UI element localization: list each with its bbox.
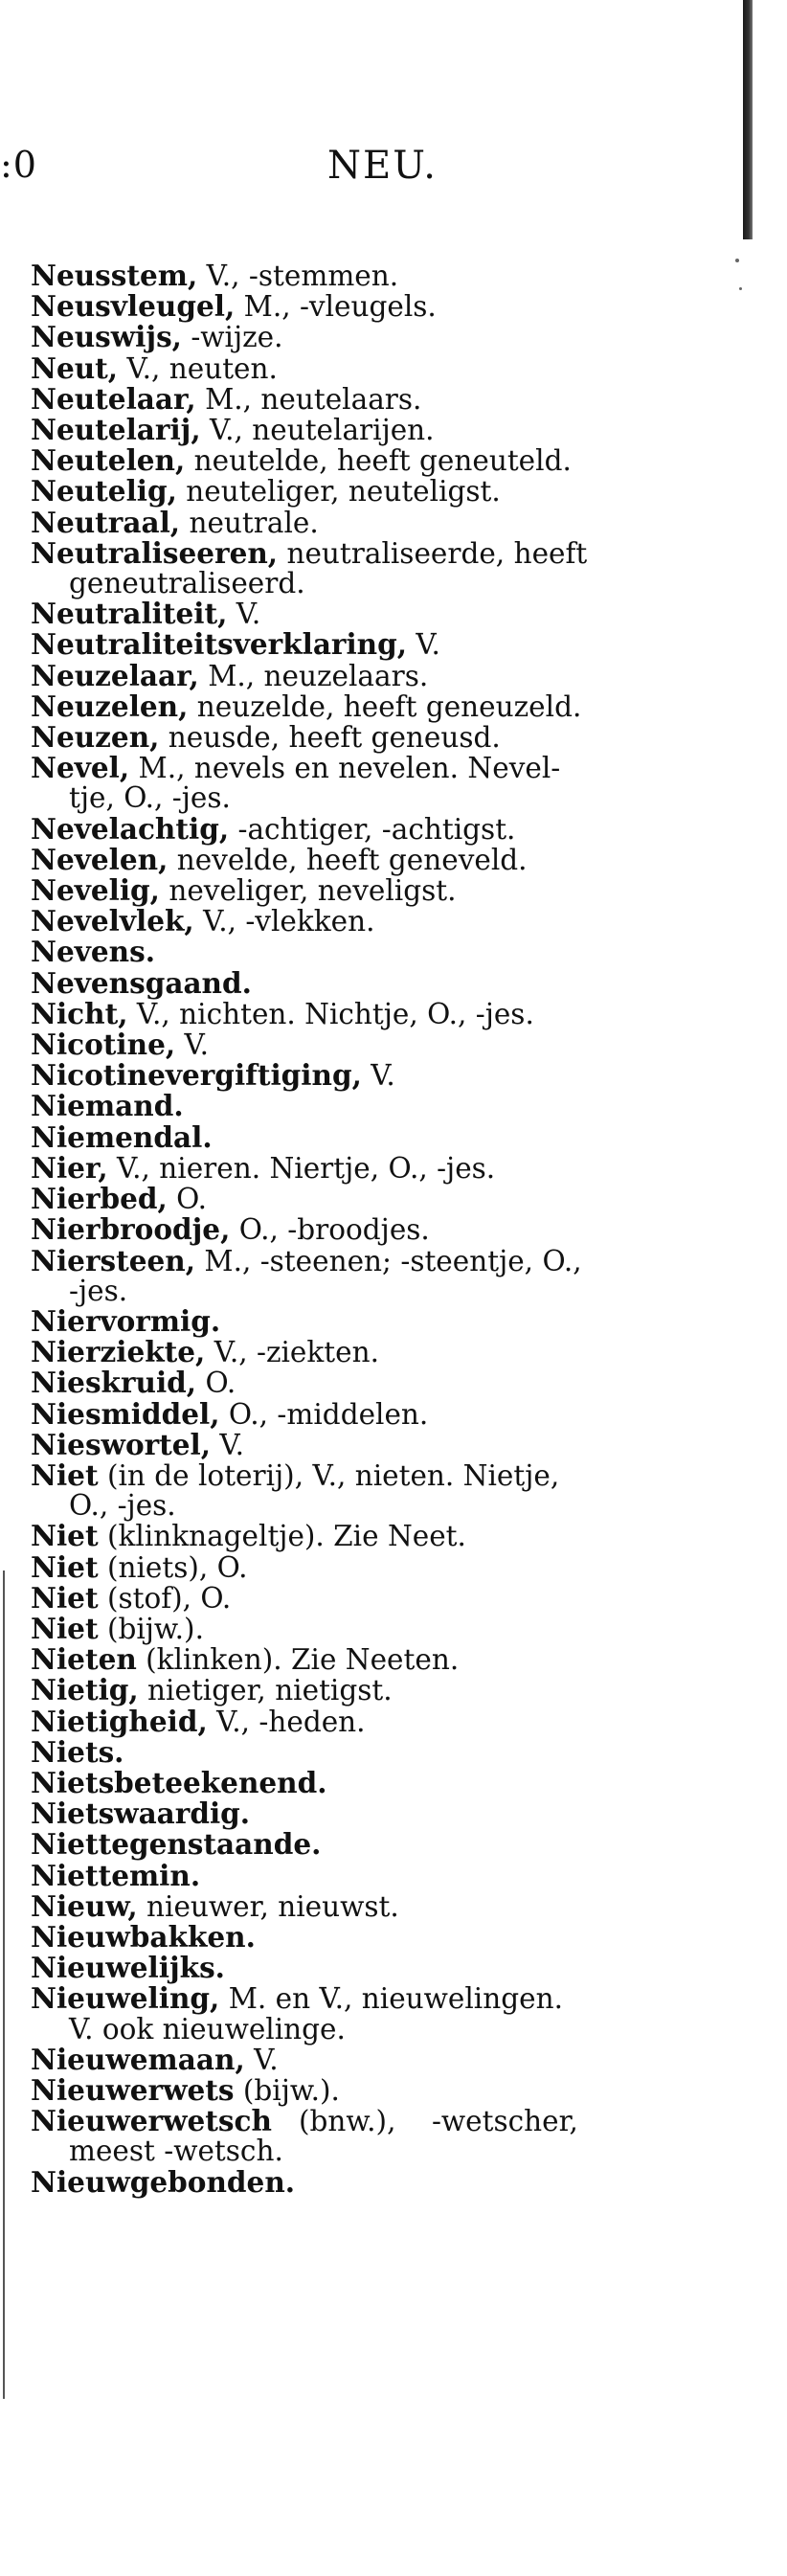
entry-line (31, 629, 758, 660)
entry-line (31, 445, 758, 476)
entry-headword: Nieten (31, 1642, 137, 1677)
entry-headword: Neutelaar, (31, 381, 196, 416)
entry-headword: Niet (31, 1580, 99, 1615)
entry-definition: M., neutelaars. (195, 382, 422, 416)
entry-definition: (bijw.). (234, 2073, 340, 2107)
gutter-line (3, 1570, 5, 2399)
entry-headword: Nieuwemaan, (31, 2042, 245, 2076)
entry-headword: Neutraliteit, (31, 597, 228, 631)
entry-definition: neutrale. (180, 506, 319, 539)
entry-line (31, 1119, 758, 1154)
entry-continuation: meest -wetsch. (69, 2135, 283, 2168)
dictionary-entry (31, 722, 758, 753)
dictionary-entry (31, 350, 758, 385)
entry-line (31, 691, 758, 722)
entry-headword: Nicht, (31, 996, 128, 1030)
entry-line (31, 658, 758, 692)
entry-line (31, 937, 758, 967)
entry-definition: nieuwer, nieuwst. (137, 1889, 399, 1923)
dictionary-entry (31, 291, 758, 322)
entry-headword: Nieuwgebonden. (31, 2164, 296, 2199)
entry-line (31, 1858, 758, 1892)
entry-line (31, 1396, 758, 1431)
entry-headword: Neutelig, (31, 474, 177, 508)
dictionary-entry (31, 476, 758, 507)
entry-definition: nevelde, heeft geneveld. (168, 843, 528, 876)
dictionary-entry (31, 1150, 758, 1185)
entry-definition: neuteliger, neuteligst. (176, 475, 501, 508)
entry-headword: Niervormig. (31, 1303, 221, 1338)
entry-line (31, 906, 758, 937)
entry-line (31, 2164, 758, 2199)
entry-line (31, 875, 758, 906)
dictionary-entry (31, 1765, 758, 1799)
dictionary-entry (31, 1521, 758, 1551)
dictionary-entry (31, 1060, 758, 1091)
entry-continuation: geneutraliseerd. (69, 567, 305, 600)
entry-definition: M., -vleugels. (235, 290, 437, 324)
entry-definition: V., neuten. (118, 351, 278, 385)
dictionary-entry (31, 937, 758, 967)
entry-headword: Niet (31, 1611, 99, 1645)
entry-headword: Nieskruid, (31, 1366, 197, 1400)
dictionary-entry (31, 1888, 758, 1923)
dictionary-entry (31, 2042, 758, 2076)
entry-line (31, 535, 758, 570)
dictionary-entry (31, 965, 758, 1000)
entry-definition: V., neutelarijen. (200, 414, 435, 447)
entry-headword: Neusvleugel, (31, 289, 236, 324)
entry-headword: Nicotine, (31, 1028, 176, 1062)
dictionary-entry (31, 996, 758, 1030)
entry-line (31, 1243, 758, 1277)
entry-definition: V., -ziekten. (205, 1336, 379, 1369)
entry-headword: Neutraal, (31, 505, 181, 539)
entry-definition: -wijze. (181, 321, 283, 354)
running-head: NEU. (327, 144, 438, 188)
entry-headword: Niet (31, 1519, 99, 1553)
entry-line (31, 1675, 758, 1706)
dictionary-entry (31, 1919, 758, 1954)
entry-definition: (klinken). Zie Neeten. (136, 1643, 460, 1677)
dictionary-entry (31, 811, 758, 846)
entry-definition: neutelde, heeft geneuteld. (185, 444, 572, 478)
dictionary-entry (31, 1675, 758, 1706)
entry-definition: neusde, heeft geneusd. (159, 721, 501, 755)
entry-headword: Nieuwbakken. (31, 1919, 256, 1954)
entry-headword: Nietsbeteekenend. (31, 1765, 327, 1799)
entry-line (31, 965, 758, 1000)
dictionary-entry (31, 599, 758, 629)
page-edge-mark (743, 0, 753, 239)
entry-definition: O. (167, 1183, 207, 1216)
dictionary-entry (31, 1091, 758, 1121)
entry-definition: V., -stemmen. (197, 260, 399, 292)
dictionary-entry (31, 1549, 758, 1584)
entry-continuation: V. ook nieuwelinge. (69, 2012, 346, 2045)
entry-definition: neveliger, neveligst. (159, 874, 457, 908)
entry-headword: Nevens. (31, 935, 155, 969)
entry-headword: Nieuw, (31, 1888, 138, 1923)
entry-line (31, 260, 758, 291)
entry-definition: (bnw.), -wetscher, (271, 2105, 578, 2138)
entry-line (31, 1706, 758, 1737)
entry-line (31, 1427, 758, 1461)
entry-definition: V., nieren. Niertje, O., -jes. (107, 1151, 496, 1185)
entry-headword: Neutraliteitsverklaring, (31, 627, 408, 662)
entry-definition: V. (227, 598, 261, 631)
entry-headword: Nevelvlek, (31, 904, 194, 938)
dictionary-entry (31, 842, 758, 876)
entry-line (31, 1184, 758, 1214)
entry-line (31, 1091, 758, 1121)
entry-line (31, 1953, 758, 1983)
dictionary-entry (31, 1953, 758, 1983)
dictionary-entry (31, 629, 758, 660)
entry-headword: Neut, (31, 350, 119, 385)
dictionary-entry (31, 1580, 758, 1615)
dictionary-entry (31, 2072, 758, 2107)
entry-line (31, 1734, 758, 1769)
entry-headword: Nieswortel, (31, 1427, 212, 1461)
entry-continuation: O., -jes. (69, 1489, 176, 1523)
entry-headword: Niemendal. (31, 1119, 213, 1154)
entry-line (31, 505, 758, 539)
entry-definition: V. (244, 2043, 279, 2076)
entry-line (31, 2042, 758, 2076)
entry-line (31, 753, 758, 783)
entry-definition: M., nevels en nevelen. Nevel- (129, 752, 561, 785)
entry-headword: Nier, (31, 1150, 108, 1185)
entry-headword: Neuzen, (31, 720, 160, 755)
entry-line (31, 1521, 758, 1551)
dictionary-entries (31, 260, 758, 2198)
entry-headword: Nevelen, (31, 842, 169, 876)
entry-line (31, 1549, 758, 1584)
dictionary-entry (31, 1829, 758, 1860)
entry-line (31, 1644, 758, 1675)
entry-line (31, 1214, 758, 1245)
entry-headword: Niettegenstaande. (31, 1827, 322, 1862)
dictionary-entry (31, 1706, 758, 1737)
entry-definition: (bijw.). (98, 1612, 204, 1645)
dictionary-entry (31, 2164, 758, 2199)
entry-line (31, 350, 758, 385)
dictionary-entry (31, 1303, 758, 1338)
entry-line (31, 2072, 758, 2107)
dictionary-entry (31, 1243, 758, 1307)
dictionary-entry (31, 1337, 758, 1367)
entry-line (31, 842, 758, 876)
entry-headword: Nicotinevergiftiging, (31, 1058, 362, 1093)
dictionary-entry (31, 1427, 758, 1461)
entry-headword: Niemand. (31, 1089, 184, 1123)
entry-headword: Nevensgaand. (31, 965, 252, 1000)
entry-headword: Neutelen, (31, 443, 186, 478)
dictionary-entry (31, 535, 758, 600)
dictionary-entry (31, 1734, 758, 1769)
entry-definition: M., neuzelaars. (198, 659, 429, 692)
entry-headword: Niet (31, 1457, 99, 1492)
dictionary-entry (31, 658, 758, 692)
dictionary-entry (31, 381, 758, 416)
entry-line (31, 415, 758, 445)
entry-definition: O., -middelen. (219, 1397, 429, 1431)
entry-line (31, 1983, 758, 2014)
entry-line (31, 2106, 758, 2136)
entry-definition: V. (211, 1428, 244, 1461)
entry-line (31, 1060, 758, 1091)
entry-headword: Nevel, (31, 751, 130, 785)
entry-headword: Niersteen, (31, 1243, 195, 1277)
entry-line (31, 811, 758, 846)
entry-definition: V., -vlekken. (193, 905, 375, 938)
dictionary-entry (31, 322, 758, 352)
entry-headword: Nietigheid, (31, 1704, 208, 1738)
entry-line (31, 1888, 758, 1923)
entry-definition: (in de loterij), V., nieten. Nietje, (98, 1458, 560, 1492)
entry-headword: Nieuweling, (31, 1981, 220, 2016)
dictionary-entry (31, 1184, 758, 1214)
entry-headword: Niesmiddel, (31, 1396, 220, 1431)
entry-line (31, 1765, 758, 1799)
entry-definition: nietiger, nietigst. (138, 1674, 393, 1707)
entry-headword: Nierbed, (31, 1182, 168, 1216)
entry-headword: Niettemin. (31, 1858, 201, 1892)
entry-line (31, 1457, 758, 1492)
entry-headword: Neuzelen, (31, 689, 189, 723)
dictionary-entry (31, 753, 758, 813)
entry-definition: V. (361, 1059, 395, 1093)
entry-headword: Niets. (31, 1734, 124, 1769)
entry-line (31, 476, 758, 507)
entry-definition: -achtiger, -achtigst. (229, 812, 516, 846)
entry-headword: Nieuwerwetsch (31, 2104, 272, 2138)
entry-continuation: tje, O., -jes. (69, 781, 231, 815)
entry-line (31, 1029, 758, 1060)
dictionary-entry (31, 1611, 758, 1645)
entry-definition: V., -heden. (207, 1705, 366, 1738)
entry-headword: Neutelarij, (31, 413, 201, 447)
entry-headword: Nierziekte, (31, 1335, 206, 1369)
dictionary-entry (31, 505, 758, 539)
entry-line (31, 1611, 758, 1645)
dictionary-entry (31, 1119, 758, 1154)
entry-line (31, 1150, 758, 1185)
dictionary-entry (31, 1029, 758, 1060)
entry-line (31, 1303, 758, 1338)
entry-headword: Neuzelaar, (31, 658, 199, 692)
entry-definition: M. en V., nieuwelingen. (219, 1982, 563, 2016)
entry-line (31, 291, 758, 322)
dictionary-entry (31, 1858, 758, 1892)
entry-line (31, 1580, 758, 1615)
entry-headword: Nieuwelijks. (31, 1951, 225, 1985)
entry-definition: neuzelde, heeft geneuzeld. (188, 689, 582, 723)
entry-line (31, 1337, 758, 1367)
dictionary-entry (31, 1367, 758, 1398)
dictionary-entry (31, 445, 758, 476)
dictionary-entry (31, 1983, 758, 2044)
entry-definition: neutraliseerde, heeft (278, 536, 588, 570)
dictionary-entry (31, 1214, 758, 1245)
dictionary-entry (31, 2106, 758, 2166)
entry-definition: O., -broodjes. (230, 1213, 430, 1247)
entry-line (31, 1798, 758, 1829)
entry-definition: O. (196, 1367, 236, 1400)
dictionary-entry (31, 1644, 758, 1675)
entry-line (31, 1367, 758, 1398)
dictionary-entry (31, 1457, 758, 1523)
entry-headword: Nieuwerwets (31, 2072, 235, 2107)
dictionary-entry (31, 1396, 758, 1431)
entry-continuation: -jes. (69, 1274, 128, 1307)
dictionary-entry (31, 875, 758, 906)
entry-headword: Nevelig, (31, 873, 160, 908)
entry-definition: (klinknageltje). Zie Neet. (98, 1520, 466, 1553)
dictionary-entry (31, 260, 758, 291)
entry-definition: (stof), O. (98, 1581, 232, 1615)
entry-definition: V. (175, 1028, 210, 1062)
entry-line (31, 996, 758, 1030)
dictionary-entry (31, 415, 758, 445)
entry-headword: Neuswijs, (31, 320, 182, 354)
entry-line (31, 1829, 758, 1860)
entry-line (31, 322, 758, 352)
entry-definition: M., -steenen; -steentje, O., (194, 1244, 582, 1277)
entry-line (31, 1919, 758, 1954)
entry-definition: V., nichten. Nichtje, O., -jes. (127, 997, 534, 1030)
dictionary-entry (31, 1798, 758, 1829)
entry-headword: Neusstem, (31, 259, 198, 292)
page-number: :0 (0, 144, 37, 186)
entry-line (31, 722, 758, 753)
entry-headword: Nietig, (31, 1673, 139, 1707)
entry-headword: Nietswaardig. (31, 1796, 251, 1831)
dictionary-entry (31, 906, 758, 937)
entry-line (31, 381, 758, 416)
entry-definition: V. (407, 628, 440, 662)
entry-headword: Nevelachtig, (31, 811, 230, 846)
dictionary-entry (31, 691, 758, 722)
entry-headword: Nierbroodje, (31, 1212, 231, 1247)
entry-definition: (niets), O. (98, 1550, 248, 1584)
entry-headword: Niet (31, 1549, 99, 1584)
entry-headword: Neutraliseeren, (31, 535, 279, 570)
entry-line (31, 599, 758, 629)
